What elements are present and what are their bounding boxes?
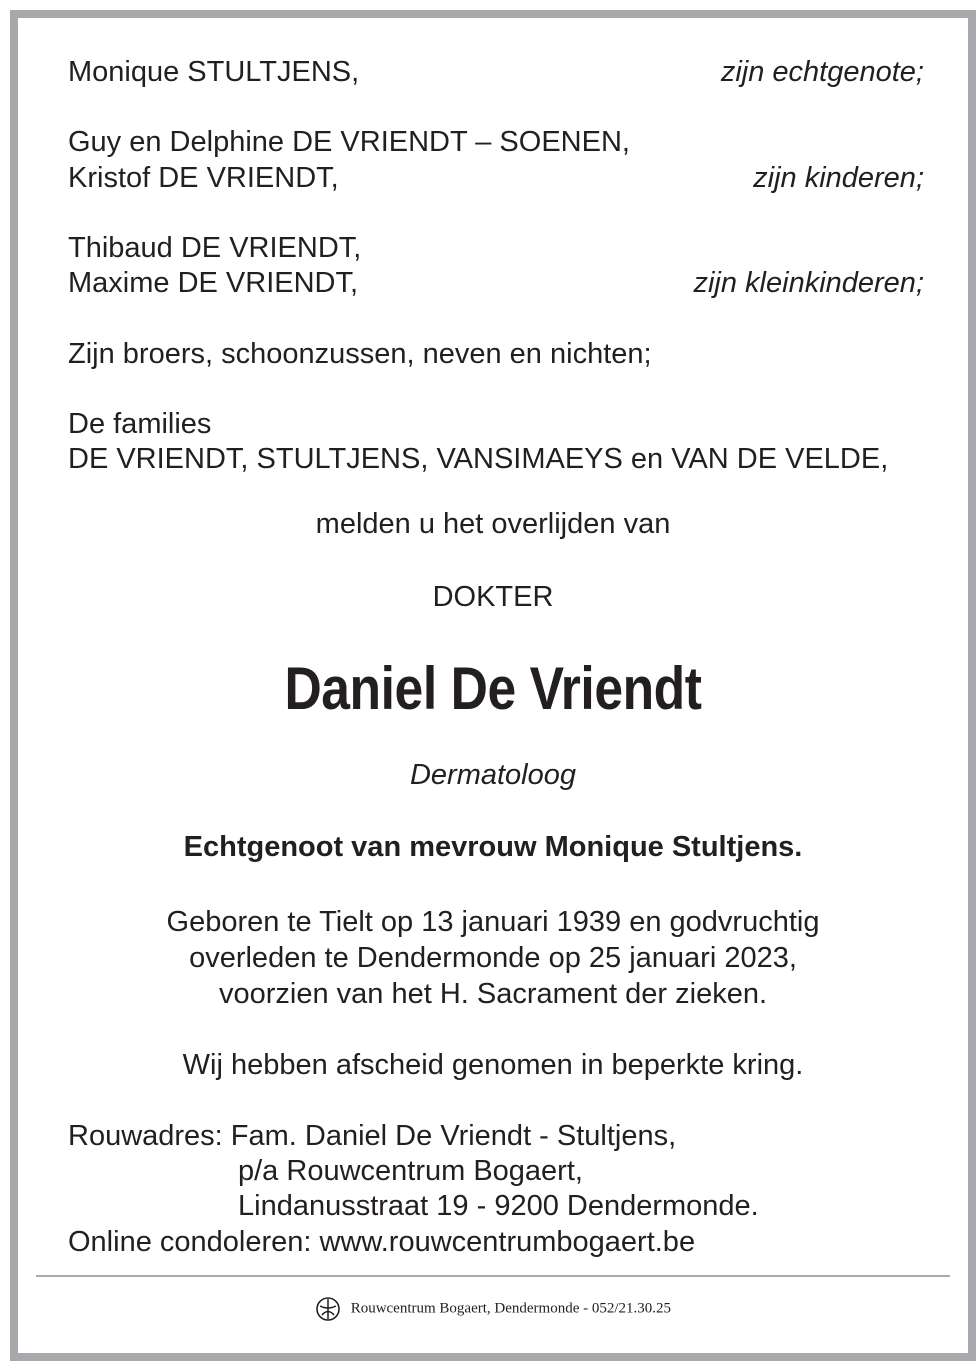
footer [18, 1296, 968, 1322]
spouse-name: Monique STULTJENS, [68, 56, 360, 88]
children-relation: zijn kinderen; [753, 162, 924, 194]
mourning-address-line-3: Lindanusstraat 19 - 9200 Dendermonde. [238, 1190, 759, 1222]
deceased-profession: Dermatoloog [409, 759, 577, 791]
sacrament-line: voorzien van het H. Sacrament der zieken. [218, 978, 768, 1010]
spouse-statement: Echtgenoot van mevrouw Monique Stultjens. [183, 831, 803, 863]
mourning-address-line-1: Rouwadres: Fam. Daniel De Vriendt - Stultjens, [68, 1120, 677, 1152]
footer-text: Rouwcentrum Bogaert, Dendermonde - 052/21.30.25 [350, 1300, 672, 1317]
child-name-1: Guy en Delphine DE VRIENDT – SOENEN, [68, 126, 630, 158]
grandchild-name-1: Thibaud DE VRIENDT, [68, 232, 362, 264]
families-names: DE VRIENDT, STULTJENS, VANSIMAEYS en VAN DE VELDE, [68, 443, 889, 475]
grandchild-name-2: Maxime DE VRIENDT, [68, 267, 359, 299]
child-name-2: Kristof DE VRIENDT, [68, 162, 339, 194]
mourning-address-line-2: p/a Rouwcentrum Bogaert, [238, 1155, 583, 1187]
funeral-home-logo-icon [315, 1300, 351, 1316]
obituary-card [10, 10, 976, 1361]
grandchildren-relation: zijn kleinkinderen; [693, 267, 924, 299]
footer-divider [36, 1275, 950, 1277]
relatives-line: Zijn broers, schoonzussen, neven en nichten; [68, 338, 652, 370]
online-condolence-line: Online condoleren: www.rouwcentrumbogaert.be [68, 1226, 696, 1258]
farewell-line: Wij hebben afscheid genomen in beperkte kring. [182, 1049, 804, 1081]
announcement-intro: melden u het overlijden van [315, 508, 671, 540]
deceased-title: DOKTER [432, 581, 554, 613]
deceased-name: Daniel De Vriendt [284, 655, 702, 722]
spouse-relation: zijn echtgenote; [720, 56, 924, 88]
birth-line: Geboren te Tielt op 13 januari 1939 en godvruchtig [166, 906, 820, 938]
families-intro: De families [68, 408, 212, 440]
death-line: overleden te Dendermonde op 25 januari 2023, [189, 942, 797, 974]
